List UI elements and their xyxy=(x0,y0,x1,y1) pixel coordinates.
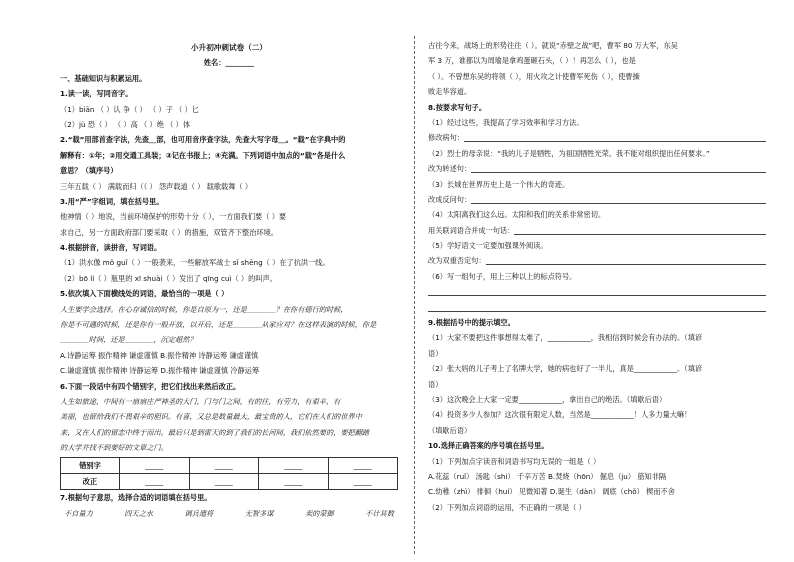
word-bank-item: 卖的蒙御 xyxy=(304,508,334,518)
text-line: 求自己，另一方面政府部门要采取（ ）的措施，双管齐下整治环境。 xyxy=(60,227,278,237)
text-line: （填歇后语） xyxy=(428,425,472,435)
text-line: 3.用“严”字组词，填在括号里。 xyxy=(60,196,164,206)
text-line: 7.根据句子意思，选择合适的词语填在括号里。 xyxy=(60,493,212,503)
answer-prompt: 改成反问句： xyxy=(428,194,472,204)
text-line xyxy=(428,192,766,207)
answer-line[interactable] xyxy=(428,300,766,315)
text-line: 6.下面一段话中有四个错别字，把它们找出来然后改正。 xyxy=(60,381,241,391)
text-line: （2）下列加点词语的运用，不正确的一项是（ ） xyxy=(428,502,586,512)
text-line: 一、基础知识与积累运用。 xyxy=(60,73,147,83)
text-line: 三年五载（ ） 满载而归（（ ） 怨声载道（ ） 载歌载舞（ ） xyxy=(60,181,253,191)
answer-prompt: 改为转述句： xyxy=(428,164,472,174)
text-line: ＿＿＿＿时间，还是＿＿＿＿，沉定超然？ xyxy=(60,335,197,345)
text-line xyxy=(428,130,766,145)
text-line: 语） xyxy=(428,379,443,389)
answer-line[interactable] xyxy=(486,253,766,265)
text-line: （4）投资多少人参加？这次很有限定人数，当然是____________！人多力量大嘛！ xyxy=(428,410,692,420)
text-line: （4）太阳离我们这么远。太阳和我们的关系非常密切。 xyxy=(428,210,606,220)
text-line: 你是不可遇的时候，还是你有一般开放，以开后，还是＿＿＿＿从家应对？在这样表演的时候，你是 xyxy=(60,320,377,330)
text-line: （2）jù 恐（ ） （ ）高 （ ）绝 （ ）体 xyxy=(60,119,191,129)
text-line: （2）张大妈的儿子考上了名牌大学，她的病也好了一半儿，真是____________。（填谚 xyxy=(428,364,703,374)
table-cell: _____ xyxy=(189,473,259,489)
word-bank xyxy=(60,506,398,521)
word-bank-item: 不计其数 xyxy=(365,508,394,518)
text-line: 解释有：①年；②用交通工具装；③记在书报上；④充满。下列词语中加点的“载”各是什么 xyxy=(60,150,346,160)
left-column xyxy=(60,40,398,521)
text-line: （6）写一组句子，用上三种以上的标点符号。 xyxy=(428,271,577,281)
table-cell: _____ xyxy=(328,473,398,489)
text-line: 2.“载”用部首查字法，先查＿部，也可用音序查字法，先查大写字母＿。“载”在字典中的 xyxy=(60,135,346,145)
text-line xyxy=(428,161,766,176)
text-line: （1）大家不要把这件事想得太难了，____________，我相信到时候会有办法的。（填谚 xyxy=(428,333,703,343)
text-line: 1.读一读，写同音字。 xyxy=(60,89,133,99)
table-label-corrections: 改正 xyxy=(61,473,120,489)
text-line: C.谦虚谨慎 振作精神 诗静运筹 D.振作精神 谦虚谨慎 冷静运筹 xyxy=(60,366,260,376)
text-line xyxy=(428,253,766,268)
table-cell: _____ xyxy=(259,457,329,473)
text-line: （1）洪水像 mǒ guǐ（ ）一般袭来，一些解放军战士 sǐ shēng（ ）在了抗洪一线。 xyxy=(60,258,330,268)
right-column xyxy=(428,38,766,515)
text-line: A.花蕊（ruǐ） 汤匙（shi） 千辛万苦 B.焚烧（hōn） 倔息（ju） 筋知非隔 xyxy=(428,471,667,481)
text-line: 4.根据拼音，读拼音，写词语。 xyxy=(60,243,162,253)
word-bank-item: 不自量力 xyxy=(64,508,93,518)
text-line: 古往今来，战场上的形势往往（ ）。就说“赤壁之战”吧，曹军 80 万大军，东吴 xyxy=(428,41,678,50)
answer-prompt: 用关联词语合并成一句话： xyxy=(428,225,515,235)
table-cell: _____ xyxy=(259,473,329,489)
text-line: 语） xyxy=(428,348,443,358)
table-cell: _____ xyxy=(120,473,190,489)
text-line: 美丽，也留给我们不畏艰辛的胆识。有喜，又总是数量最大，最宝贵的人，它们在人们的世界中 xyxy=(60,412,362,422)
answer-line[interactable] xyxy=(471,192,766,204)
text-line: （1）biān （ ）认 争（ ） （ ）子 （ ）匕 xyxy=(60,104,199,114)
text-line: 5.依次填入下面横线处的词语，最恰当的一项是（ ） xyxy=(60,289,229,299)
text-line: 10.选择正确答案的序号填在括号里。 xyxy=(428,441,549,451)
text-line: 意思？（填序号） xyxy=(60,166,118,176)
table-cell: _____ xyxy=(189,457,259,473)
word-bank-item: 无智多谋 xyxy=(244,508,274,518)
text-line: （2）烈士的母亲说：“我的儿子是牺牲，为祖国牺牲光荣。我不能对组织提出任何要求。” xyxy=(428,148,710,158)
word-bank-item: 四天之水 xyxy=(124,508,153,518)
text-line: 败走华容道。 xyxy=(428,87,472,97)
text-line: 来，又在人们的留恋中终于而出。最后只是到雷天的到了我们的长河间，我们依然要的，要把翻踏 xyxy=(60,427,370,437)
page-title: 小升初冲刺试卷（二） xyxy=(191,43,267,52)
text-line: （3）长城在世界历史上是一个伟大的奇迹。 xyxy=(428,179,570,189)
text-line: （2）bō lí（ ）瓶里的 xī shuài（ ）发出了 qīng cuì（ ）的叫声。 xyxy=(60,273,277,283)
text-line xyxy=(428,223,766,238)
text-line: （1）经过这些，我提高了学习效率和学习方法。 xyxy=(428,117,584,127)
answer-prompt: 改为双重否定句： xyxy=(428,256,486,266)
text-line: 军 3 万，谁都以为周瑜是拿鸡蛋砸石头，（ ）！再怎么（ ），也是 xyxy=(428,56,636,66)
text-line: （ ）。不曾想东吴的将领（ ），用火攻之计使曹军死伤（ ），使曹操 xyxy=(428,71,640,81)
answer-line[interactable] xyxy=(428,284,766,299)
word-bank-item: 调兵遣将 xyxy=(184,508,214,518)
error-correction-table xyxy=(60,457,398,491)
text-line: A.诗静运筹 振作精神 谦虚谨慎 B.振作精神 诗静运筹 谦虚谨慎 xyxy=(60,350,259,360)
text-line: 人生要学会选择。在心存诚信的时候，你是自原为一，还是＿＿＿＿？在你有德行的时候， xyxy=(60,304,348,314)
text-line: C.幼稚（zhì） 徘徊（huí） 见微知著 D.诞生（dàn） 阔底（chǒ） 楔而不舍 xyxy=(428,487,675,497)
answer-line[interactable] xyxy=(471,161,766,173)
table-cell: _____ xyxy=(328,457,398,473)
text-line: 人生如旅途，中间有一扇扇庄严神圣的大门，门与门之间，有的往，有劳力，有艰辛，有 xyxy=(60,396,341,406)
answer-line[interactable] xyxy=(514,223,766,235)
answer-line[interactable] xyxy=(464,130,766,142)
text-line: （5）学好语文一定要加强课外阅读。 xyxy=(428,241,548,251)
text-line: 8.按要求写句子。 xyxy=(428,102,487,112)
name-field: 姓名：________ xyxy=(203,58,255,68)
column-divider xyxy=(414,36,415,554)
table-label-errors: 错别字 xyxy=(61,457,120,473)
text-line: 9.根据括号中的提示填空。 xyxy=(428,318,515,328)
text-line: （1）下列加点字读音和词语书写均无误的一组是（ ） xyxy=(428,456,601,466)
text-line: 他神情（ ）地说，当前环境保护的形势十分（ ），一方面我们要（ ）要 xyxy=(60,212,287,222)
text-line: 的大学并找不到要好的文章之门。 xyxy=(60,443,168,453)
answer-prompt: 修改病句： xyxy=(428,133,464,143)
table-cell: _____ xyxy=(120,457,190,473)
text-line: （3）这次晚会上大家一定要____________，拿出自己的绝活。（填歇后语） xyxy=(428,394,667,404)
